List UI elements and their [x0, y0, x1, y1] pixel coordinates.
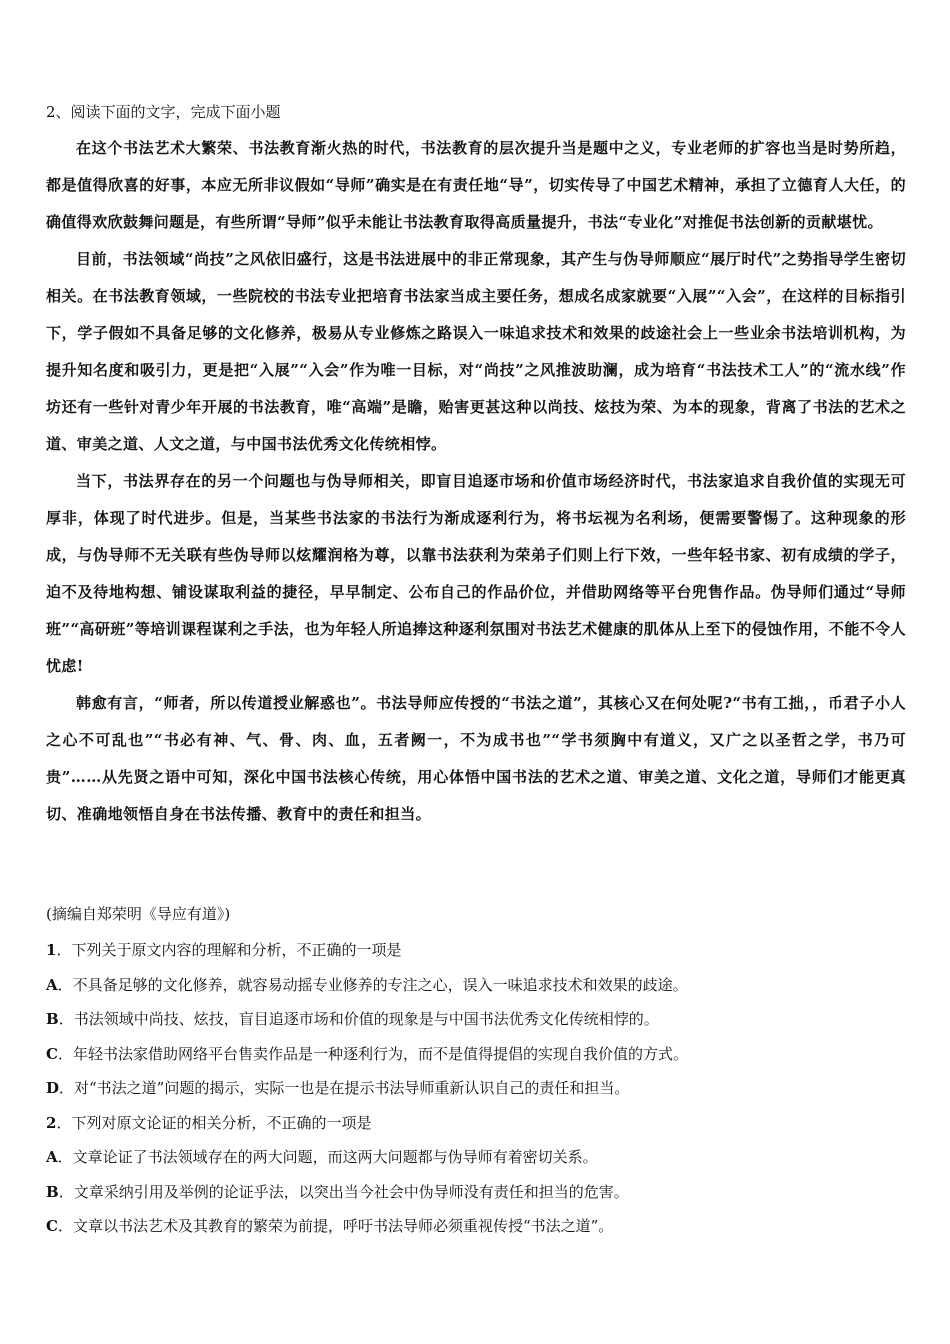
- question-text: ．下列对原文论证的相关分析，不正确的一项是: [56, 1113, 372, 1132]
- question-list: [46, 933, 906, 1244]
- answer-option: [46, 1175, 906, 1210]
- question-number: 1: [46, 941, 57, 959]
- article-paragraph: 在这个书法艺术大繁荣、书法教育渐火热的时代，书法教育的层次提升当是题中之义，专业老师的扩容也当是时势所趋，都是值得欣喜的好事，本应无所非议假如“导师”确实是在有责任地“导”，切实传导了中国艺术精神，承担了立德育人大任，的确值得欢欣鼓舞问题是，有些所谓“导师”似乎未能让书法教育取得高质量提升，书法“专业化”对推促书法创新的贡献堪忧。: [46, 139, 906, 231]
- option-text: ．不具备足够的文化修养，就容易动摇专业修养的专注之心，误入一味追求技术和效果的歧途。: [57, 975, 688, 994]
- article-source: (摘编自郑荣明《导应有道》): [46, 905, 231, 923]
- answer-option: [46, 1002, 906, 1037]
- answer-option: [46, 1140, 906, 1175]
- option-letter: B: [46, 1010, 59, 1028]
- option-text: ．文章以书法艺术及其教育的繁荣为前提，呼吁书法导师必须重视传授“书法之道”。: [57, 1217, 614, 1235]
- section-title: 2、阅读下面的文字，完成下面小题: [46, 103, 281, 121]
- option-letter: A: [46, 975, 58, 994]
- option-letter: C: [46, 1217, 58, 1235]
- article-paragraph: 当下，书法界存在的另一个问题也与伪导师相关，即盲目追逐市场和价值市场经济时代，书法家追求自我价值的实现无可厚非，体现了时代进步。但是，当某些书法家的书法行为渐成逐利行为，将书坛视为名利场，便需要警惕了。这种现象的形成，与伪导师不无关联有些伪导师以炫耀润格为尊，以靠书法获利为荣弟子们则上行下效，一些年轻书家、初有成绩的学子，迫不及待地构想、铺设谋取利益的捷径，早早制定、公布自己的作品价位，并借助网络等平台兜售作品。伪导师们通过“导师班”“高研班”等培训课程谋利之手法，也为年轻人所追捧这种逐利氛围对书法艺术健康的肌体从上至下的侵蚀作用，不能不令人忧虑!: [46, 472, 906, 675]
- article-paragraph: 韩愈有言，“师者，所以传道授业解惑也”。书法导师应传授的“书法之道”，其核心又在何处呢?“书有工拙，，币君子小人之心不可乱也”“书必有神、气、骨、肉、血，五者阙一，不为成书也”“学书须胸中有道义，又广之以圣哲之学，书乃可贵”……从先贤之语中可知，深化中国书法核心传统，用心体悟中国书法的艺术之道、审美之道、文化之道，导师们才能更真切、准确地领悟自身在书法传播、教育中的责任和担当。: [46, 694, 906, 823]
- question-stem: [46, 933, 906, 968]
- option-text: ．年轻书法家借助网络平台售卖作品是一种逐利行为，而不是值得提倡的实现自我价值的方式。: [57, 1044, 688, 1063]
- option-letter: D: [46, 1079, 60, 1097]
- answer-option: [46, 1037, 906, 1072]
- option-text: ．书法领域中尚技、炫技，盲目追逐市场和价值的现象是与中国书法优秀文化传统相悖的。: [58, 1010, 659, 1028]
- option-letter: C: [46, 1044, 58, 1063]
- option-letter: A: [46, 1148, 58, 1166]
- option-text: ．对“书法之道”问题的揭示，实际一也是在提示书法导师重新认识自己的责任和担当。: [59, 1079, 630, 1097]
- question-number: 2: [46, 1113, 57, 1132]
- option-text: ．文章采纳引用及举例的论证乎法，以突出当今社会中伪导师没有责任和担当的危害。: [58, 1182, 629, 1201]
- answer-option: [46, 1071, 906, 1106]
- answer-option: [46, 1209, 906, 1244]
- answer-option: [46, 968, 906, 1003]
- article-body: [46, 130, 906, 833]
- option-letter: B: [46, 1182, 59, 1201]
- option-text: ．文章论证了书法领域存在的两大问题，而这两大问题都与伪导师有着密切关系。: [57, 1148, 598, 1166]
- article-paragraph: 目前，书法领域“尚技”之风依旧盛行，这是书法进展中的非正常现象，其产生与伪导师顺应“展厅时代”之势指导学生密切相关。在书法教育领域，一些院校的书法专业把培育书法家当成主要任务，想成名成家就要“入展”“入会”，在这样的目标指引下，学子假如不具备足够的文化修养，极易从专业修炼之路误入一味追求技术和效果的歧途社会上一些业余书法培训机构，为提升知名度和吸引力，更是把“入展”“入会”作为唯一目标，对“尚技”之风推波助澜，成为培育“书法技术工人”的“流水线”作坊还有一些针对青少年开展的书法教育，唯“高端”是瞻，贻害更甚这种以尚技、炫技为荣、为本的现象，背离了书法的艺术之道、审美之道、人文之道，与中国书法优秀文化传统相悖。: [46, 250, 906, 453]
- question-text: ．下列关于原文内容的理解和分析，不正确的一项是: [56, 941, 402, 959]
- question-stem: [46, 1106, 906, 1141]
